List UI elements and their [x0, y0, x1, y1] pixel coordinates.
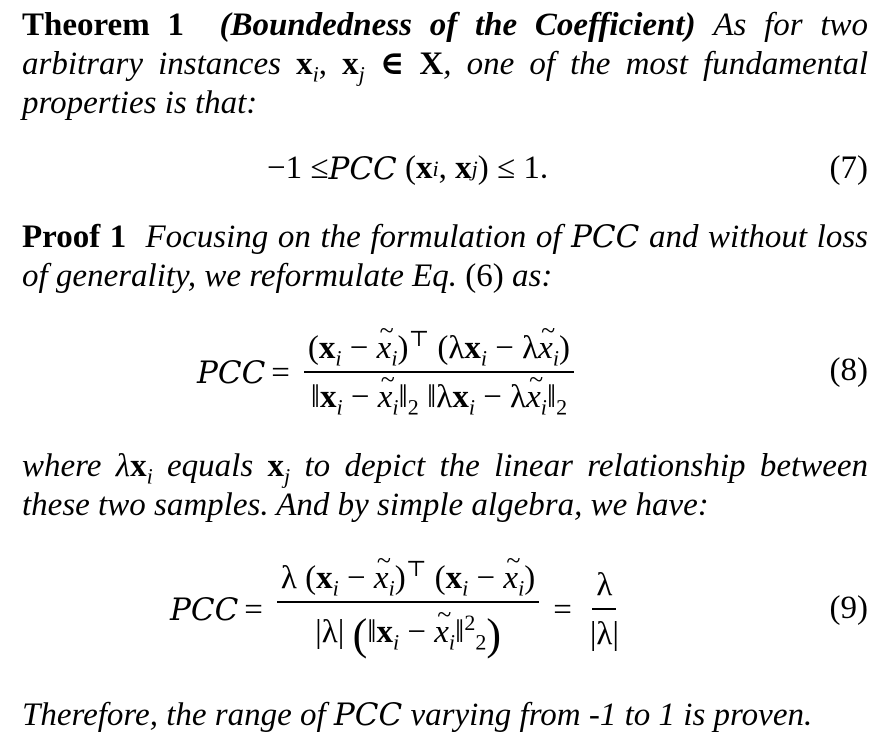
eq8-fraction — [304, 326, 574, 420]
theorem-label: Theorem 1 — [22, 7, 184, 43]
theorem-text-a: As for two arbitrary instances — [22, 7, 869, 82]
eq7-pcc: PCC — [328, 150, 397, 187]
proof-label: Proof 1 — [22, 219, 127, 255]
set-membership: ∈ X — [379, 46, 444, 82]
instance-xi: x — [296, 46, 313, 82]
eq8-pcc: PCC — [197, 355, 266, 391]
instance-xj: x — [342, 46, 359, 82]
eq-reference: (6) — [465, 258, 504, 294]
equation-9: PCC = $\frac{\lambda (x_i - \sim x_i)^⊤ (x_i - \sim x_i)}{|\lambda| (‖x_i - \sim x_i‖^2_2)}$ = $\frac{\lambda}{|\lambda|}$ (9) — [22, 560, 868, 670]
theorem-paragraph: Theorem 1 (Boundedness of the Coefficient) As for two arbitrary instances $x_i$, $x_j$ ∈ X, one of the most fundamental properties is that: — [22, 7, 869, 121]
eq7-number: (7) — [829, 150, 868, 186]
eq8-numerator: ($x_i$ − ~ $x_i)^⊤$ ($\lambda x_i$ − λ~ $x_i$) — [304, 330, 574, 373]
eq9-pcc: PCC — [170, 592, 239, 628]
conclusion-paragraph: Therefore, the range of PCC varying from -1 to 1 is proven. — [22, 697, 813, 733]
equation-7: −1 ≤ PCC ( x i , x j ) ≤ 1. (7) — [267, 150, 868, 187]
equation-8: PCC = $\frac{(x_i - \sim x_i)^⊤ (\lambda x_i - \lambda\sim x_i)}{‖x_i - \sim x_i‖_2 ‖\lambda x_i - \lambda\sim x_i‖_2}$ (8) — [22, 330, 868, 420]
theorem-text-b: , one of the most fundamental properties is that: — [22, 46, 869, 121]
where-paragraph: where $\lambda x_i$ equals $x_j$ to depict the linear relationship between these two samples. And by simple algebra, we have: — [22, 448, 868, 523]
eq8-denominator: $‖x_i$ − ~ $x_i‖_2$ $‖\lambda x_i$ − λ~ $x_i‖_2$ — [307, 373, 571, 416]
eq8-number: (8) — [829, 352, 868, 388]
eq9-number: (9) — [829, 590, 868, 626]
eq9-fraction-result: $\frac{\lambda}{|\lambda|}$ — [589, 567, 620, 652]
eq9-fraction-main: $\frac{\lambda (x_i - \sim x_i)^⊤ (x_i - \sim x_i)}{|\lambda| (‖x_i - \sim x_i‖^2_2)}$ — [277, 560, 539, 660]
proof-paragraph: Proof 1 Focusing on the formulation of PCC and without loss of generality, we reformulate Eq. (6) as: — [22, 219, 869, 294]
theorem-title: (Boundedness of the Coefficient) — [219, 7, 696, 43]
eq7-lhs: −1 ≤ — [267, 150, 329, 186]
